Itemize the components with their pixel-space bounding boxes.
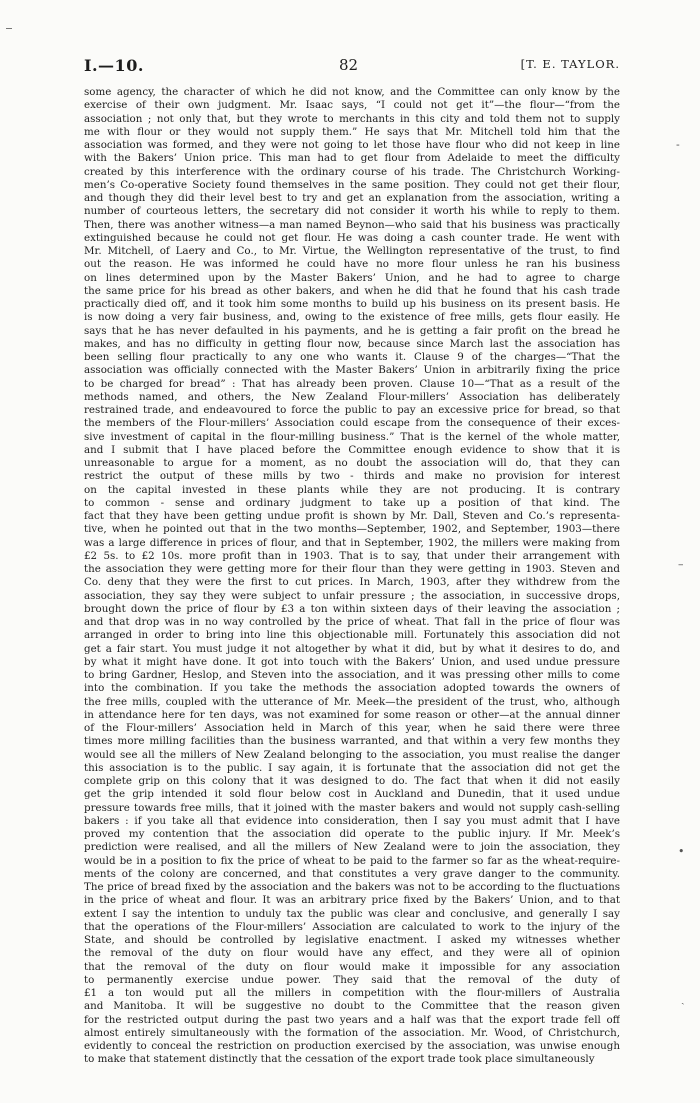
- body-text: [84, 86, 620, 1067]
- text-line: brought down the price of flour by £3 a ton within sixteen days of their leaving the association ;: [84, 602, 620, 615]
- text-line: makes, and has no difficulty in getting flour now, because since March last the association has: [84, 337, 620, 350]
- text-line: out the reason. He was informed he could have no more flour unless he ran his business: [84, 258, 620, 271]
- text-line: arranged in order to bring into line this objectionable mill. Fortunately this association did not: [84, 629, 620, 642]
- text-line: would see all the millers of New Zealand belonging to the association, you must realise the danger: [84, 748, 620, 761]
- text-line: by what it might have done. It got into touch with the Bakers’ Union, and used undue pressure: [84, 655, 620, 668]
- text-line: pressure towards free mills, that it joined with the master bakers and would not supply cash-selling: [84, 801, 620, 814]
- text-line: was a large difference in prices of flour, and that in September, 1902, the millers were making from: [84, 536, 620, 549]
- text-line: State, and should be controlled by legislative enactment. I asked my witnesses whether: [84, 934, 620, 946]
- text-line: men’s Co-operative Society found themselves in the same position. They could not get their flour,: [84, 178, 620, 191]
- page-header: [84, 56, 620, 78]
- scan-mark: [6, 28, 12, 29]
- text-line: that the removal of the duty on flour would make it impossible for any association: [84, 960, 620, 973]
- margin-mark: •: [678, 845, 685, 858]
- text-line: Co. deny that they were the first to cut prices. In March, 1903, after they withdrew from the: [84, 576, 620, 589]
- margin-mark: ‐: [676, 138, 680, 151]
- text-line: prediction were realised, and all the millers of New Zealand were to join the association, they: [84, 841, 620, 854]
- text-line: the removal of the duty on flour would have any effect, and they were all of opinion: [84, 947, 620, 960]
- text-line: for the restricted output during the past two years and a half was that the export trade fell off: [84, 1013, 620, 1026]
- margin-mark: ˏ: [681, 992, 685, 1005]
- text-line: some agency, the character of which he did not know, and the Committee can only know by the: [84, 86, 620, 98]
- text-line: is now doing a very fair business, and, owing to the existence of free mills, gets flour easily. He: [84, 311, 620, 324]
- text-line: number of courteous letters, the secretary did not consider it worth his while to reply to them.: [84, 205, 620, 218]
- text-line: association, they say they were subject to unfair pressure ; the association, in successive drops,: [84, 589, 620, 602]
- text-line: extent I say the intention to unduly tax the public was clear and conclusive, and generally I say: [84, 907, 620, 920]
- text-line: fact that they have been getting undue profit is shown by Mr. Dall, Steven and Co.’s representa-: [84, 510, 620, 522]
- text-line: sive investment of capital in the flour-milling business.” That is the kernel of the whole matter,: [84, 430, 620, 443]
- text-line: association was officially connected with the Master Bakers’ Union in arbitrarily fixing the price: [84, 364, 620, 377]
- text-line: restrained trade, and endeavoured to force the public to pay an excessive price for bread, so that: [84, 404, 620, 416]
- text-line: into the combination. If you take the methods the association adopted towards the owners of: [84, 682, 620, 695]
- text-line: with the Bakers’ Union price. This man had to get flour from Adelaide to meet the difficulty: [84, 152, 620, 165]
- text-line: almost entirely simultaneously with the formation of the association. Mr. Wood, of Christchurch,: [84, 1026, 620, 1039]
- text-line: £1 a ton would put all the millers in competition with the flour-millers of Australia: [84, 987, 620, 999]
- text-line: extinguished because he could not get flour. He was doing a cash counter trade. He went with: [84, 231, 620, 244]
- text-line: the same price for his bread as other bakers, and when he did that he found that his cash trade: [84, 284, 620, 297]
- text-line: get a fair start. You must judge it not altogether by what it did, but by what it desires to do, and: [84, 642, 620, 655]
- text-line: and that drop was in no way controlled by the price of wheat. That fall in the price of flour was: [84, 616, 620, 628]
- text-line: to common - sense and ordinary judgment to take up a position of that kind. The: [84, 496, 620, 509]
- text-line: £2 5s. to £2 10s. more profit than in 1903. That is to say, that under their arrangement with: [84, 549, 620, 562]
- text-line: been selling flour practically to any one who wants it. Clause 9 of the charges—“That the: [84, 351, 620, 363]
- text-line: in attendance here for ten days, was not examined for some reason or other—at the annual dinner: [84, 708, 620, 721]
- text-line: created by this interference with the ordinary course of his trade. The Christchurch Working-: [84, 165, 620, 178]
- text-line: this association is to the public. I say again, it is fortunate that the association did not get the: [84, 761, 620, 774]
- text-line: proved my contention that the association did operate to the public injury. If Mr. Meek’s: [84, 828, 620, 840]
- text-line: in the price of wheat and flour. It was an arbitrary price fixed by the Bakers’ Union, and to that: [84, 894, 620, 907]
- page-number: 82: [339, 56, 359, 74]
- text-line: tive, when he pointed out that in the two months—September, 1902, and September, 1903—there: [84, 523, 620, 536]
- text-line: says that he has never defaulted in his payments, and he is getting a fair profit on the bread he: [84, 324, 620, 337]
- text-line: Mr. Mitchell, of Laery and Co., to Mr. Virtue, the Wellington representative of the trust, to find: [84, 245, 620, 257]
- text-line: Then, there was another witness—a man named Beynon—who said that his business was practically: [84, 218, 620, 231]
- page-reference: I.—10.: [84, 56, 144, 75]
- text-line: would be in a position to fix the price of wheat to be paid to the farmer so far as the wheat-require-: [84, 854, 620, 867]
- text-line: the free mills, coupled with the utterance of Mr. Meek—the president of the trust, who, although: [84, 695, 620, 708]
- text-line: the association they were getting more for their flour than they were getting in 1903. Steven and: [84, 563, 620, 575]
- text-line: me with flour or they would not supply them.” He says that Mr. Mitchell told him that the: [84, 125, 620, 138]
- text-line: to permanently exercise undue power. They said that the removal of the duty of: [84, 973, 620, 986]
- text-line: and Manitoba. It will be suggestive no doubt to the Committee that the reason given: [84, 1000, 620, 1013]
- text-line: practically died off, and it took him some months to build up his business on its present basis. He: [84, 298, 620, 310]
- text-line: on the capital invested in these plants while they are not producing. It is contrary: [84, 483, 620, 496]
- text-line: of the Flour-millers’ Association held in March of this year, when he said there were three: [84, 722, 620, 734]
- text-line: association ; not only that, but they wrote to merchants in this city and told them not to supply: [84, 112, 620, 125]
- text-line: exercise of their own judgment. Mr. Isaac says, “I could not get it”—the flour—“from the: [84, 99, 620, 112]
- text-line: and I submit that I have placed before the Committee enough evidence to show that it is: [84, 443, 620, 456]
- text-line: and though they did their level best to try and get an explanation from the association, writing a: [84, 192, 620, 204]
- text-line: complete grip on this colony that it was designed to do. The fact that when it did not easily: [84, 775, 620, 787]
- text-line: bakers : if you take all that evidence into consideration, then I say you must admit that I have: [84, 814, 620, 827]
- text-line: the members of the Flour-millers’ Association could escape from the consequence of their exces-: [84, 417, 620, 430]
- text-line: ments of the colony are concerned, and that constitutes a very grave danger to the community.: [84, 867, 620, 880]
- text-line: on lines determined upon by the Master Bakers’ Union, and he had to agree to charge: [84, 271, 620, 284]
- text-line: restrict the output of these mills by two - thirds and make no provision for interest: [84, 470, 620, 483]
- text-line: evidently to conceal the restriction on production exercised by the association, was unwise enough: [84, 1040, 620, 1052]
- text-line: to bring Gardner, Heslop, and Steven into the association, and it was pressing other mills to come: [84, 669, 620, 681]
- margin-mark: –: [678, 558, 684, 571]
- text-line: methods named, and others, the New Zealand Flour-millers’ Association has deliberately: [84, 390, 620, 403]
- text-line: that the operations of the Flour-millers’ Association are calculated to work to the injury of the: [84, 920, 620, 933]
- text-line: to be charged for bread” : That has already been proven. Clause 10—“That as a result of the: [84, 377, 620, 390]
- text-line: unreasonable to argue for a moment, as no doubt the association will do, that they can: [84, 457, 620, 469]
- text-line: The price of bread fixed by the association and the bakers was not to be according to the fluctuations: [84, 881, 620, 893]
- text-line: to make that statement distinctly that the cessation of the export trade took place simultaneously: [84, 1053, 595, 1066]
- text-line: times more milling facilities than the business warranted, and that within a very few months they: [84, 735, 620, 748]
- text-line: association was formed, and they were not going to let those have flour who did not keep in line: [84, 139, 620, 151]
- running-head: [T. E. TAYLOR.: [520, 57, 620, 71]
- text-line: get the grip intended it sold flour below cost in Auckland and Dunedin, that it used undue: [84, 788, 620, 801]
